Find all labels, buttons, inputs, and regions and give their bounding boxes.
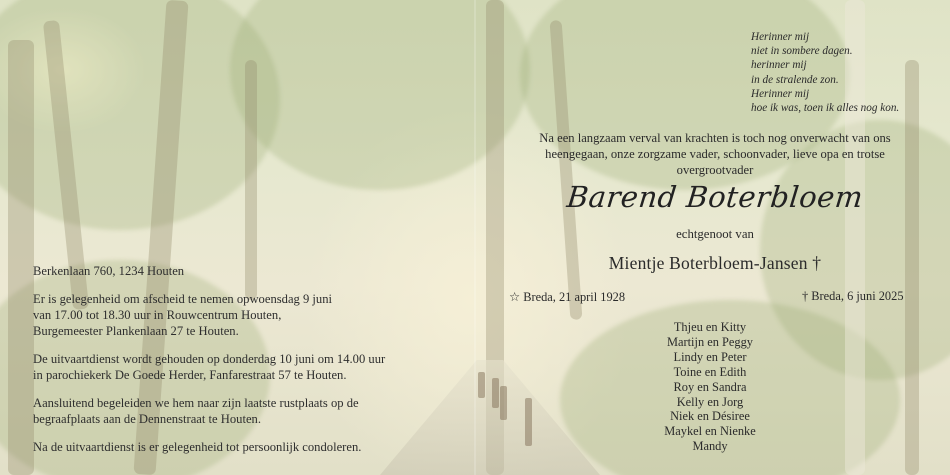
poem-line: hoe ik was, toen ik alles nog kon.: [751, 102, 900, 115]
children-list: [610, 320, 810, 454]
left-page-text: [33, 263, 453, 467]
poem-line: niet in sombere dagen.: [751, 45, 853, 58]
death-date: † Breda, 6 juni 2025: [802, 289, 904, 303]
list-item: Lindy en Peter: [673, 349, 747, 364]
birth-date: ☆ Breda, 21 april 1928: [509, 290, 626, 304]
poem-line: herinner mij: [751, 59, 807, 72]
home-address: Berkenlaan 760, 1234 Houten: [33, 264, 185, 278]
list-item: Mandy: [692, 439, 728, 454]
list-item: Roy en Sandra: [673, 379, 747, 394]
deceased-name: Barend Boterbloem: [565, 180, 865, 214]
list-item: Maykel en Nienke: [664, 424, 756, 439]
poem: [751, 30, 941, 115]
condolence-paragraph: Na de uitvaartdienst is er gelegenheid tot persoonlijk condoleren.: [33, 440, 362, 454]
poem-line: in de stralende zon.: [751, 73, 839, 86]
list-item: Martijn en Peggy: [666, 334, 754, 349]
poem-line: Herinner mij: [751, 31, 810, 43]
burial-paragraph: Aansluitend begeleiden we hem naar zijn laatste rustplaats op de begraafplaats aan de Dennenstraat te Houten.: [33, 396, 359, 426]
list-item: Thjeu en Kitty: [673, 320, 747, 334]
viewing-paragraph: Er is gelegenheid om afscheid te nemen opwoensdag 9 juni van 17.00 tot 18.30 uur in Rouwcentrum Houten, Burgemeester Plankenlaan 27 te Houten.: [33, 292, 333, 338]
list-item: Kelly en Jorg: [676, 394, 744, 409]
list-item: Niek en Désiree: [670, 409, 750, 424]
spouse-label: echtgenoot van: [676, 227, 754, 241]
spouse-name: Mientje Boterbloem-Jansen †: [608, 253, 822, 273]
poem-line: Herinner mij: [751, 87, 810, 100]
funeral-service-paragraph: De uitvaartdienst wordt gehouden op donderdag 10 juni om 14.00 uur in parochiekerk De Goede Herder, Fanfarestraat 57 te Houten.: [33, 352, 386, 382]
announcement-intro: Na een langzaam verval van krachten is toch nog onverwacht van ons heengegaan, onze zorgzame vader, schoonvader, lieve opa en trotse overgrootvader: [539, 131, 891, 177]
list-item: Toine en Edith: [673, 364, 747, 379]
